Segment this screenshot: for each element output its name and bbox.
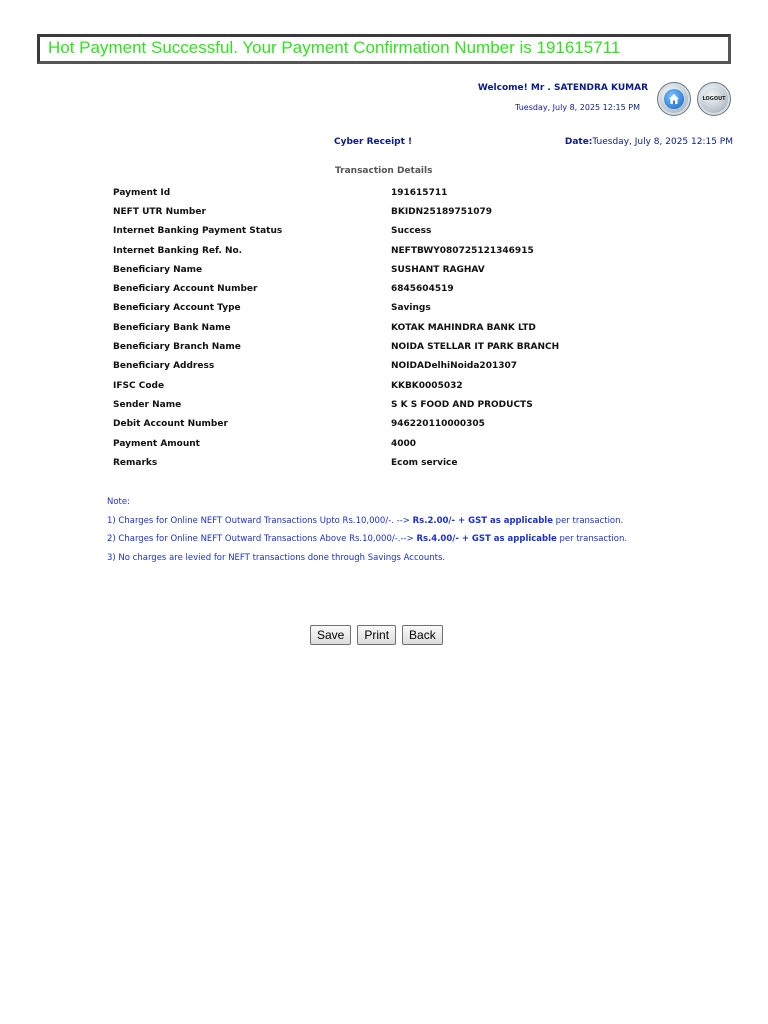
notes-heading: Note: bbox=[107, 497, 130, 507]
detail-value: 946220110000305 bbox=[391, 419, 485, 430]
detail-value: KKBK0005032 bbox=[391, 380, 463, 391]
receipt-date bbox=[565, 137, 733, 147]
detail-label: NEFT UTR Number bbox=[113, 206, 206, 217]
note-2-suffix: per transaction. bbox=[556, 534, 628, 544]
confirmation-banner bbox=[37, 34, 731, 64]
detail-label: Beneficiary Address bbox=[113, 361, 215, 372]
print-button[interactable]: Print bbox=[357, 625, 396, 645]
detail-row bbox=[113, 337, 673, 356]
detail-row bbox=[113, 299, 673, 318]
note-1-text: 1) Charges for Online NEFT Outward Transactions Upto Rs.10,000/-. --> bbox=[107, 515, 413, 526]
detail-value: BKIDN25189751079 bbox=[391, 206, 493, 217]
detail-value: S K S FOOD AND PRODUCTS bbox=[391, 399, 533, 410]
detail-row bbox=[113, 357, 673, 376]
transaction-details-title: Transaction Details bbox=[335, 166, 433, 176]
detail-label: Beneficiary Bank Name bbox=[113, 322, 231, 333]
transaction-details-table bbox=[113, 183, 673, 472]
detail-row bbox=[113, 453, 673, 472]
detail-row bbox=[113, 434, 673, 453]
detail-label: Internet Banking Payment Status bbox=[113, 226, 283, 237]
detail-value: 6845604519 bbox=[391, 284, 454, 295]
detail-row bbox=[113, 279, 673, 298]
action-buttons bbox=[310, 625, 443, 645]
logout-button[interactable] bbox=[697, 82, 731, 116]
detail-row bbox=[113, 183, 673, 202]
save-button[interactable]: Save bbox=[310, 625, 351, 645]
note-1-suffix: per transaction. bbox=[552, 515, 624, 526]
home-button[interactable] bbox=[657, 82, 691, 116]
detail-label: Sender Name bbox=[113, 399, 182, 410]
welcome-text: Welcome! Mr . SATENDRA KUMAR bbox=[477, 83, 648, 93]
detail-row bbox=[113, 241, 673, 260]
detail-label: Payment Id bbox=[113, 187, 171, 198]
detail-label: Internet Banking Ref. No. bbox=[113, 245, 243, 256]
detail-label: Beneficiary Account Type bbox=[113, 303, 241, 314]
note-2-text: 2) Charges for Online NEFT Outward Transactions Above Rs.10,000/-.--> bbox=[107, 534, 417, 544]
home-icon bbox=[664, 89, 684, 109]
note-3: 3) No charges are levied for NEFT transactions done through Savings Accounts. bbox=[107, 552, 446, 563]
note-2-charge: Rs.4.00/- + GST as applicable bbox=[416, 534, 557, 544]
note-1-charge: Rs.2.00/- + GST as applicable bbox=[412, 515, 553, 526]
receipt-date-value: Tuesday, July 8, 2025 12:15 PM bbox=[592, 137, 733, 147]
detail-row bbox=[113, 395, 673, 414]
detail-label: Payment Amount bbox=[113, 438, 200, 449]
detail-value: KOTAK MAHINDRA BANK LTD bbox=[391, 322, 536, 333]
detail-value: Success bbox=[391, 226, 432, 237]
detail-value: Ecom service bbox=[391, 457, 458, 468]
detail-value: NOIDA STELLAR IT PARK BRANCH bbox=[391, 342, 560, 353]
detail-value: 191615711 bbox=[391, 187, 448, 198]
detail-label: Remarks bbox=[113, 457, 158, 468]
detail-label: Beneficiary Name bbox=[113, 264, 203, 275]
detail-value: NOIDADelhiNoida201307 bbox=[391, 361, 518, 372]
back-button[interactable]: Back bbox=[402, 625, 443, 645]
detail-row bbox=[113, 415, 673, 434]
logout-label: LOGOUT bbox=[702, 88, 726, 110]
receipt-date-label: Date: bbox=[564, 137, 593, 147]
detail-value: 4000 bbox=[391, 438, 417, 449]
detail-label: Debit Account Number bbox=[113, 419, 228, 430]
detail-row bbox=[113, 260, 673, 279]
detail-label: Beneficiary Branch Name bbox=[113, 342, 241, 353]
receipt-title: Cyber Receipt ! bbox=[334, 137, 413, 147]
detail-row bbox=[113, 318, 673, 337]
detail-value: NEFTBWY080725121346915 bbox=[391, 245, 534, 256]
detail-row bbox=[113, 222, 673, 241]
detail-label: Beneficiary Account Number bbox=[113, 284, 258, 295]
detail-value: Savings bbox=[391, 303, 431, 314]
charges-notes bbox=[107, 493, 647, 567]
note-1 bbox=[107, 512, 647, 531]
detail-row bbox=[113, 376, 673, 395]
header-datetime: Tuesday, July 8, 2025 12:15 PM bbox=[515, 103, 640, 112]
detail-row bbox=[113, 202, 673, 221]
detail-label: IFSC Code bbox=[113, 380, 165, 391]
confirmation-message: Hot Payment Successful. Your Payment Confirmation Number is 191615711 bbox=[48, 38, 621, 57]
detail-value: SUSHANT RAGHAV bbox=[391, 264, 485, 275]
note-2 bbox=[107, 530, 647, 549]
